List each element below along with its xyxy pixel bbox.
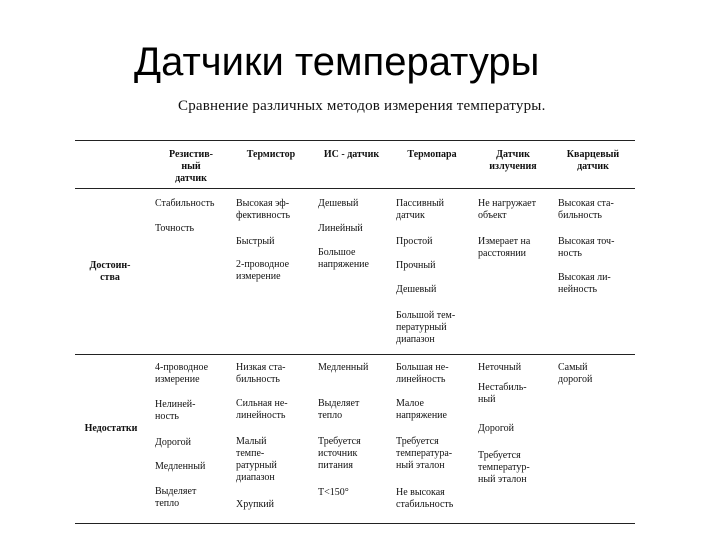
advantage-item: 2-проводное измерение bbox=[236, 259, 290, 282]
advantage-item: Высокая точ- ность bbox=[558, 236, 615, 259]
advantage-item: Большое напряжение bbox=[318, 247, 369, 270]
column-header: Датчик излучения bbox=[489, 149, 537, 172]
disadvantage-item: Медленный bbox=[318, 362, 369, 373]
disadvantage-item: Самый дорогой bbox=[558, 362, 593, 385]
column-header: Кварцевый датчик bbox=[566, 149, 620, 172]
section-divider-rule bbox=[75, 354, 635, 355]
disadvantage-item: Медленный bbox=[155, 461, 206, 472]
advantage-item: Большой тем- пературный диапазон bbox=[396, 310, 456, 345]
row-label-advantages: Достоин- ства bbox=[89, 260, 131, 283]
advantage-item: Измерает на расстоянии bbox=[478, 236, 531, 259]
advantage-item: Прочный bbox=[396, 260, 436, 271]
disadvantage-item: Выделяет тепло bbox=[318, 398, 360, 421]
disadvantage-item: Требуется температур- ный эталон bbox=[478, 450, 530, 485]
disadvantage-item: Требуется источник питания bbox=[318, 436, 361, 471]
advantage-item: Быстрый bbox=[236, 236, 275, 247]
slide-title: Датчики температуры bbox=[134, 40, 540, 84]
header-bottom-rule bbox=[75, 188, 635, 189]
advantage-item: Дешевый bbox=[396, 284, 437, 295]
advantage-item: Высокая ста- бильность bbox=[558, 198, 614, 221]
disadvantage-item: 4-проводное измерение bbox=[155, 362, 209, 385]
disadvantage-item: Нелиней- ность bbox=[155, 399, 196, 422]
column-header: ИС - датчик bbox=[323, 149, 380, 160]
disadvantage-item: Дорогой bbox=[478, 423, 515, 434]
disadvantage-item: Хрупкий bbox=[236, 499, 275, 510]
disadvantage-item: Большая не- линейность bbox=[396, 362, 449, 385]
advantage-item: Пассивный датчик bbox=[396, 198, 445, 221]
disadvantage-item: Низкая ста- бильность bbox=[236, 362, 286, 385]
disadvantage-item: Малое напряжение bbox=[396, 398, 447, 421]
table-bottom-rule bbox=[75, 523, 635, 524]
advantage-item: Дешевый bbox=[318, 198, 359, 209]
disadvantage-item: Нестабиль- ный bbox=[478, 382, 527, 405]
disadvantage-item: Дорогой bbox=[155, 437, 192, 448]
disadvantage-item: Требуется температура- ный эталон bbox=[396, 436, 453, 471]
disadvantage-item: Неточный bbox=[478, 362, 522, 373]
advantage-item: Простой bbox=[396, 236, 433, 247]
advantage-item: Не нагружает объект bbox=[478, 198, 536, 221]
advantage-item: Высокая эф- фективность bbox=[236, 198, 291, 221]
table-top-rule bbox=[75, 140, 635, 141]
advantage-item: Линейный bbox=[318, 223, 363, 234]
table-caption: Сравнение различных методов измерения температуры. bbox=[178, 98, 546, 114]
disadvantage-item: Сильная не- линейность bbox=[236, 398, 288, 421]
advantage-item: Высокая ли- нейность bbox=[558, 272, 611, 295]
disadvantage-item: Малый темпе- ратурный диапазон bbox=[236, 436, 277, 483]
disadvantage-item: Не высокая стабильность bbox=[396, 487, 454, 510]
disadvantage-item: T<150° bbox=[318, 487, 349, 498]
column-header: Термопара bbox=[407, 149, 457, 160]
disadvantage-item: Выделяет тепло bbox=[155, 486, 197, 509]
column-header: Термистор bbox=[246, 149, 296, 160]
row-label-disadvantages: Недостатки bbox=[84, 423, 138, 434]
column-header: Резистив- ный датчик bbox=[168, 149, 214, 184]
advantage-item: Стабильность bbox=[155, 198, 215, 209]
advantage-item: Точность bbox=[155, 223, 195, 234]
